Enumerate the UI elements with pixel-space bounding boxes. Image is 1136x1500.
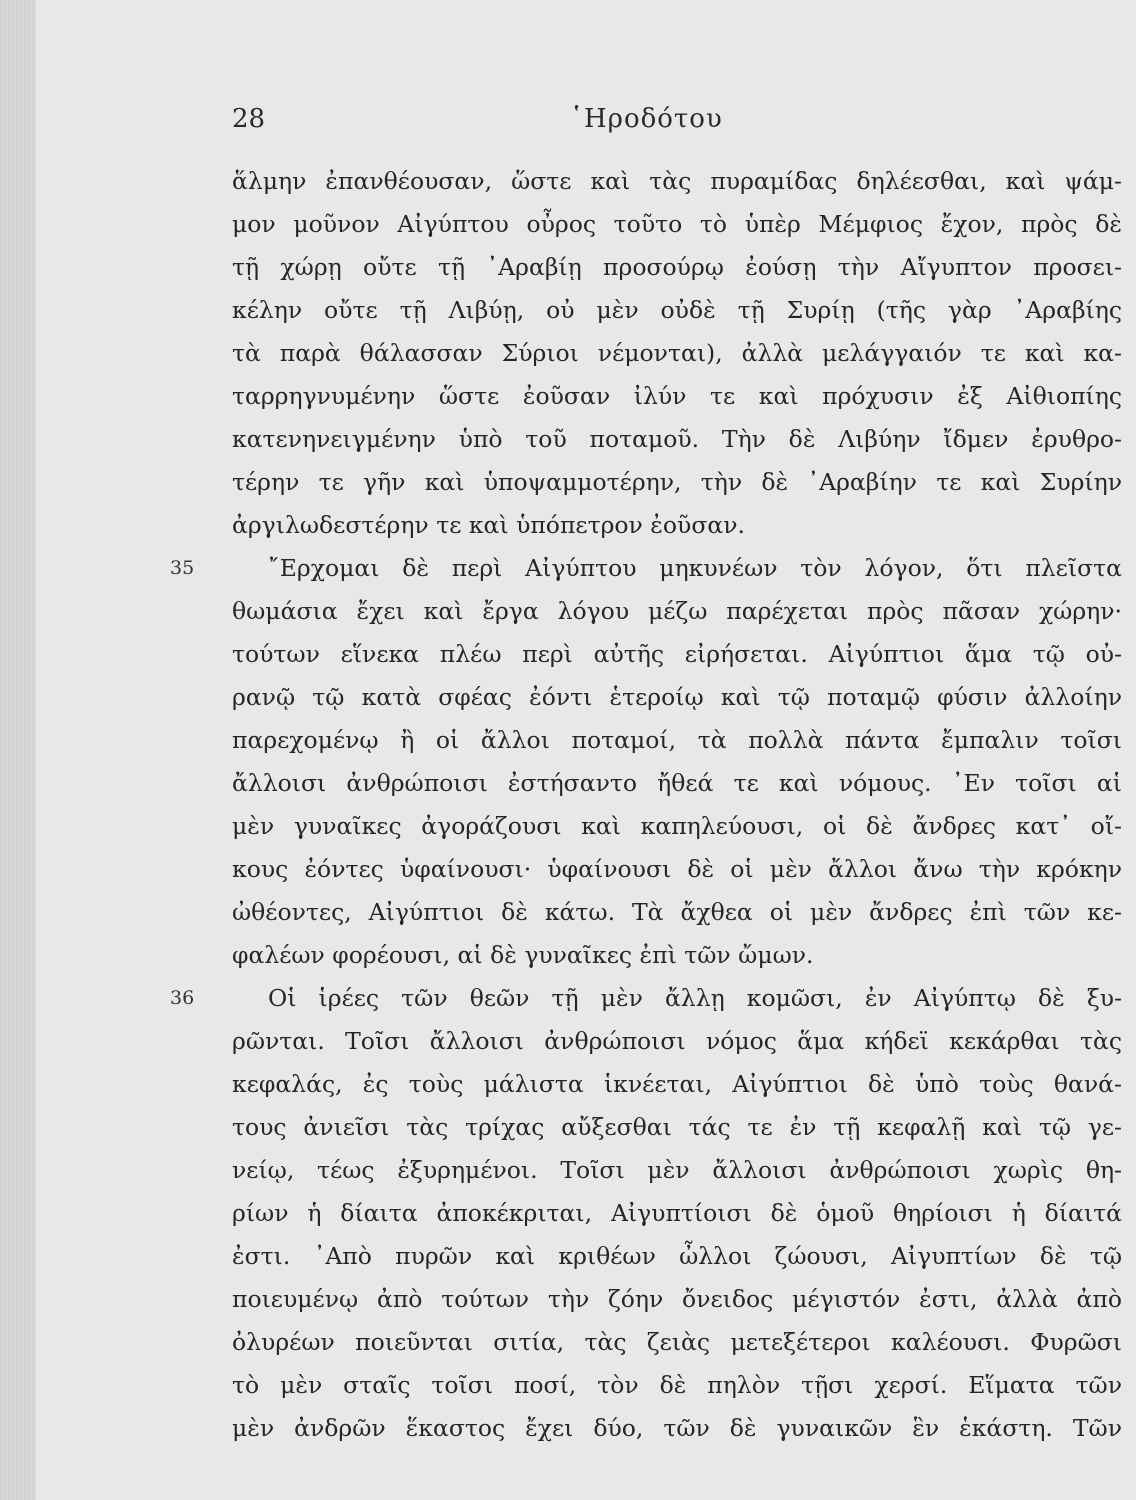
line-text: ποιευμένῳ ἀπὸ τούτων τὴν ζόην ὄνειδος μέγιστόν ἐστι, ἀλλὰ ἀπὸ xyxy=(232,1285,1122,1313)
text-line xyxy=(232,1149,1122,1192)
line-text: ἀργιλωδεστέρην τε καὶ ὑπόπετρον ἐοῦσαν. xyxy=(232,511,746,539)
line-text: τὰ παρὰ θάλασσαν Σύριοι νέμονται), ἀλλὰ μελάγγαιόν τε καὶ κα- xyxy=(232,339,1122,367)
line-text: νείῳ, τέως ἐξυρημένοι. Τοῖσι μὲν ἄλλοισι ἀνθρώποισι χωρὶς θη- xyxy=(232,1156,1122,1184)
text-line xyxy=(232,375,1122,418)
section-number: 35 xyxy=(170,557,195,579)
text-line xyxy=(232,1278,1122,1321)
running-head xyxy=(0,100,1136,140)
running-title: ῾Ηροδότου xyxy=(570,104,723,134)
text-line xyxy=(232,332,1122,375)
page-edge xyxy=(0,0,36,1500)
line-text: τους ἀνιεῖσι τὰς τρίχας αὔξεσθαι τάς τε ἐν τῇ κεφαλῇ καὶ τῷ γε- xyxy=(232,1113,1122,1141)
text-line xyxy=(170,547,1122,590)
text-line xyxy=(232,1063,1122,1106)
text-line xyxy=(232,504,1122,547)
text-line xyxy=(232,289,1122,332)
text-line xyxy=(232,590,1122,633)
text-line xyxy=(232,1106,1122,1149)
text-line xyxy=(232,719,1122,762)
text-line xyxy=(232,762,1122,805)
text-line xyxy=(170,977,1122,1020)
text-line xyxy=(232,1321,1122,1364)
text-line xyxy=(232,1364,1122,1407)
text-line xyxy=(232,633,1122,676)
text-line xyxy=(232,1235,1122,1278)
line-text: ἐστι. ᾿Απὸ πυρῶν καὶ κριθέων ὦλλοι ζώουσι, Αἰγυπτίων δὲ τῷ xyxy=(232,1242,1122,1270)
text-line xyxy=(232,891,1122,934)
text-line xyxy=(232,805,1122,848)
text-line xyxy=(232,418,1122,461)
line-text: Οἱ ἱρέες τῶν θεῶν τῇ μὲν ἄλλῃ κομῶσι, ἐν Αἰγύπτῳ δὲ ξυ- xyxy=(268,984,1122,1012)
line-text: θωμάσια ἔχει καὶ ἔργα λόγου μέζω παρέχεται πρὸς πᾶσαν χώρην· xyxy=(232,597,1122,625)
line-text: παρεχομένῳ ἢ οἱ ἄλλοι ποταμοί, τὰ πολλὰ πάντα ἔμπαλιν τοῖσι xyxy=(232,726,1122,754)
line-text: κεφαλάς, ἐς τοὺς μάλιστα ἱκνέεται, Αἰγύπτιοι δὲ ὑπὸ τοὺς θανά- xyxy=(232,1070,1122,1098)
line-text: κους ἐόντες ὑφαίνουσι· ὑφαίνουσι δὲ οἱ μὲν ἄλλοι ἄνω τὴν κρόκην xyxy=(232,855,1122,883)
line-text: ρίων ἡ δίαιτα ἀποκέκριται, Αἰγυπτίοισι δὲ ὁμοῦ θηρίοισι ἡ δίαιτά xyxy=(232,1199,1122,1227)
line-text: κέλην οὔτε τῇ Λιβύῃ, οὐ μὲν οὐδὲ τῇ Συρίῃ (τῆς γὰρ ᾿Αραβίης xyxy=(232,296,1122,324)
text-line xyxy=(232,934,1122,977)
line-text: ἄλλοισι ἀνθρώποισι ἐστήσαντο ἤθεά τε καὶ νόμους. ᾿Εν τοῖσι αἱ xyxy=(232,769,1122,797)
text-line xyxy=(232,160,1122,203)
text-line xyxy=(232,461,1122,504)
text-body xyxy=(170,160,1122,1450)
page-number: 28 xyxy=(232,104,266,134)
line-text: μὲν ἀνδρῶν ἕκαστος ἔχει δύο, τῶν δὲ γυναικῶν ἓν ἑκάστη. Τῶν xyxy=(232,1414,1122,1442)
line-text: κατενηνειγμένην ὑπὸ τοῦ ποταμοῦ. Τὴν δὲ Λιβύην ἴδμεν ἐρυθρο- xyxy=(232,425,1122,453)
text-line xyxy=(232,848,1122,891)
line-text: μὲν γυναῖκες ἀγοράζουσι καὶ καπηλεύουσι, οἱ δὲ ἄνδρες κατ᾿ οἴ- xyxy=(232,812,1122,840)
text-line xyxy=(232,203,1122,246)
line-text: φαλέων φορέουσι, αἱ δὲ γυναῖκες ἐπὶ τῶν ὤμων. xyxy=(232,941,814,969)
line-text: ρῶνται. Τοῖσι ἄλλοισι ἀνθρώποισι νόμος ἅμα κήδεϊ κεκάρθαι τὰς xyxy=(232,1027,1122,1055)
line-text: ῎Ερχομαι δὲ περὶ Αἰγύπτου μηκυνέων τὸν λόγον, ὅτι πλεῖστα xyxy=(268,554,1122,582)
text-line xyxy=(232,1192,1122,1235)
line-text: τέρην τε γῆν καὶ ὑποψαμμοτέρην, τὴν δὲ ᾿Αραβίην τε καὶ Συρίην xyxy=(232,468,1122,496)
text-line xyxy=(232,1020,1122,1063)
line-text: ταρρηγνυμένην ὥστε ἐοῦσαν ἰλύν τε καὶ πρόχυσιν ἐξ Αἰθιοπίης xyxy=(232,382,1122,410)
section-number: 36 xyxy=(170,987,195,1009)
text-line xyxy=(232,676,1122,719)
line-text: ρανῷ τῷ κατὰ σφέας ἐόντι ἑτεροίῳ καὶ τῷ ποταμῷ φύσιν ἀλλοίην xyxy=(232,683,1122,711)
line-text: τῇ χώρῃ οὔτε τῇ ᾿Αραβίῃ προσούρῳ ἐούσῃ τὴν Αἴγυπτον προσει- xyxy=(232,253,1122,281)
line-text: μον μοῦνον Αἰγύπτου οὖρος τοῦτο τὸ ὑπὲρ Μέμφιος ἔχον, πρὸς δὲ xyxy=(232,210,1122,238)
line-text: ἅλμην ἐπανθέουσαν, ὥστε καὶ τὰς πυραμίδας δηλέεσθαι, καὶ ψάμ- xyxy=(232,167,1122,195)
line-text: τούτων εἵνεκα πλέω περὶ αὐτῆς εἰρήσεται. Αἰγύπτιοι ἅμα τῷ οὐ- xyxy=(232,640,1122,668)
line-text: ὀλυρέων ποιεῦνται σιτία, τὰς ζειὰς μετεξέτεροι καλέουσι. Φυρῶσι xyxy=(232,1328,1122,1356)
line-text: τὸ μὲν σταῖς τοῖσι ποσί, τὸν δὲ πηλὸν τῇσι χερσί. Εἵματα τῶν xyxy=(232,1371,1122,1399)
text-line xyxy=(232,1407,1122,1450)
text-line xyxy=(232,246,1122,289)
line-text: ὠθέοντες, Αἰγύπτιοι δὲ κάτω. Τὰ ἄχθεα οἱ μὲν ἄνδρες ἐπὶ τῶν κε- xyxy=(232,898,1122,926)
